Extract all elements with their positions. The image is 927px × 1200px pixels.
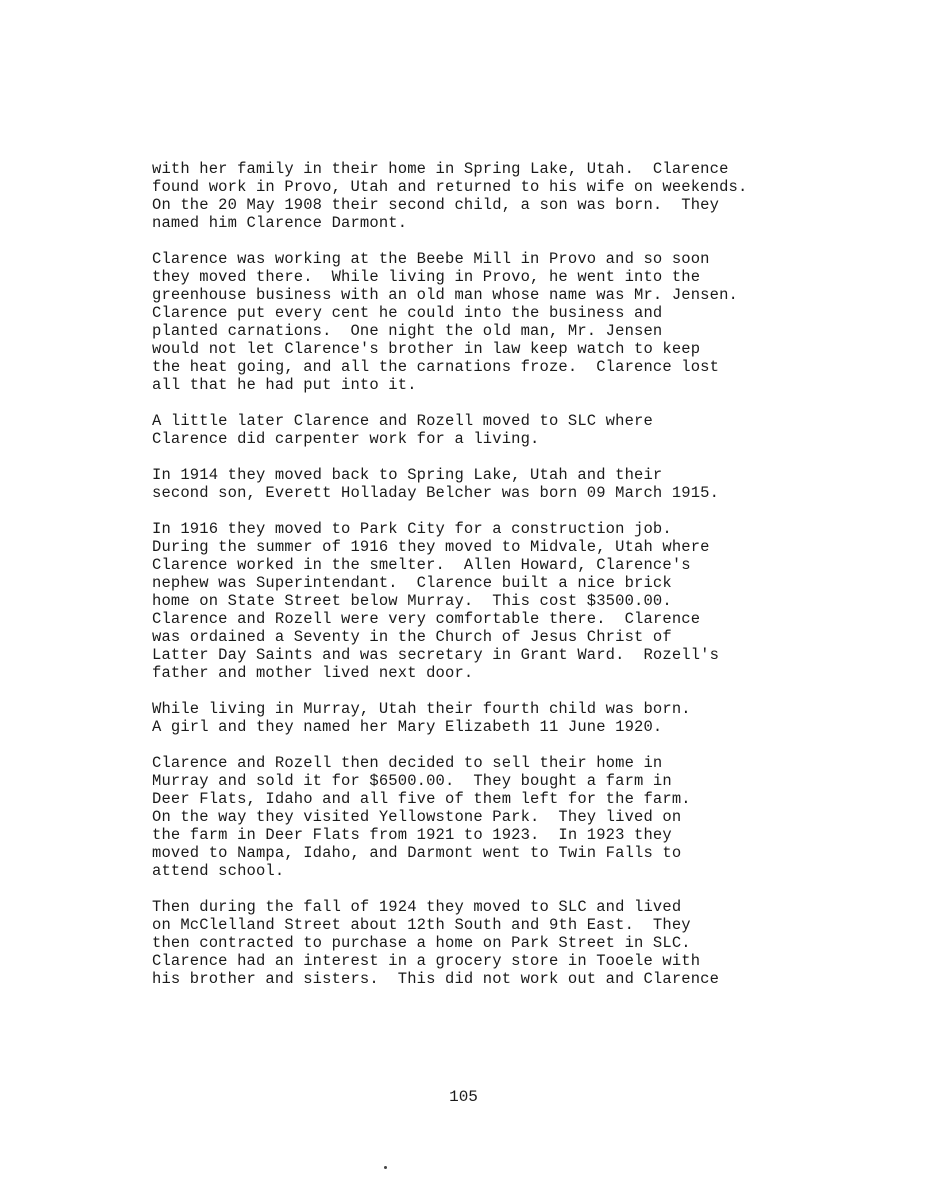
text-line: Clarence worked in the smelter. Allen Howard, Clarence's	[152, 556, 691, 574]
text-line: second son, Everett Holladay Belcher was born 09 March 1915.	[152, 484, 720, 502]
page-number: 105	[449, 1088, 478, 1106]
text-line: Clarence put every cent he could into the business and	[152, 304, 663, 322]
text-line: A girl and they named her Mary Elizabeth 11 June 1920.	[152, 718, 663, 736]
text-line: would not let Clarence's brother in law keep watch to keep	[152, 340, 701, 358]
text-line: Deer Flats, Idaho and all five of them left for the farm.	[152, 790, 691, 808]
text-line: they moved there. While living in Provo, he went into the	[152, 268, 701, 286]
paragraph	[152, 466, 852, 502]
scan-speck-mark	[384, 1166, 387, 1169]
paragraph	[152, 754, 852, 880]
paragraph	[152, 160, 852, 232]
text-line: Murray and sold it for $6500.00. They bought a farm in	[152, 772, 672, 790]
text-line: Then during the fall of 1924 they moved to SLC and lived	[152, 898, 682, 916]
text-line: his brother and sisters. This did not work out and Clarence	[152, 970, 720, 988]
text-line: father and mother lived next door.	[152, 664, 474, 682]
text-line: Clarence was working at the Beebe Mill in Provo and so soon	[152, 250, 710, 268]
text-line: moved to Nampa, Idaho, and Darmont went to Twin Falls to	[152, 844, 682, 862]
text-line: attend school.	[152, 862, 285, 880]
text-line: Clarence did carpenter work for a living.	[152, 430, 540, 448]
text-line: greenhouse business with an old man whose name was Mr. Jensen.	[152, 286, 738, 304]
text-line: nephew was Superintendant. Clarence built a nice brick	[152, 574, 672, 592]
text-line: A little later Clarence and Rozell moved to SLC where	[152, 412, 653, 430]
text-line: While living in Murray, Utah their fourth child was born.	[152, 700, 691, 718]
text-line: On the way they visited Yellowstone Park. They lived on	[152, 808, 682, 826]
text-line: On the 20 May 1908 their second child, a son was born. They	[152, 196, 720, 214]
paragraph	[152, 898, 852, 988]
text-line: then contracted to purchase a home on Park Street in SLC.	[152, 934, 691, 952]
text-line: In 1914 they moved back to Spring Lake, Utah and their	[152, 466, 663, 484]
text-line: the farm in Deer Flats from 1921 to 1923. In 1923 they	[152, 826, 672, 844]
text-line: named him Clarence Darmont.	[152, 214, 408, 232]
text-line: home on State Street below Murray. This cost $3500.00.	[152, 592, 672, 610]
paragraph	[152, 412, 852, 448]
text-line: with her family in their home in Spring Lake, Utah. Clarence	[152, 160, 729, 178]
text-line: Clarence had an interest in a grocery store in Tooele with	[152, 952, 701, 970]
document-body	[152, 160, 852, 1006]
text-line: was ordained a Seventy in the Church of Jesus Christ of	[152, 628, 672, 646]
text-line: planted carnations. One night the old man, Mr. Jensen	[152, 322, 663, 340]
text-line: found work in Provo, Utah and returned to his wife on weekends.	[152, 178, 748, 196]
paragraph	[152, 250, 852, 394]
text-line: Latter Day Saints and was secretary in Grant Ward. Rozell's	[152, 646, 720, 664]
text-line: on McClelland Street about 12th South and 9th East. They	[152, 916, 691, 934]
text-line: During the summer of 1916 they moved to Midvale, Utah where	[152, 538, 710, 556]
paragraph	[152, 700, 852, 736]
text-line: the heat going, and all the carnations froze. Clarence lost	[152, 358, 720, 376]
paragraph	[152, 520, 852, 682]
text-line: all that he had put into it.	[152, 376, 417, 394]
text-line: In 1916 they moved to Park City for a construction job.	[152, 520, 672, 538]
text-line: Clarence and Rozell were very comfortable there. Clarence	[152, 610, 701, 628]
text-line: Clarence and Rozell then decided to sell their home in	[152, 754, 663, 772]
